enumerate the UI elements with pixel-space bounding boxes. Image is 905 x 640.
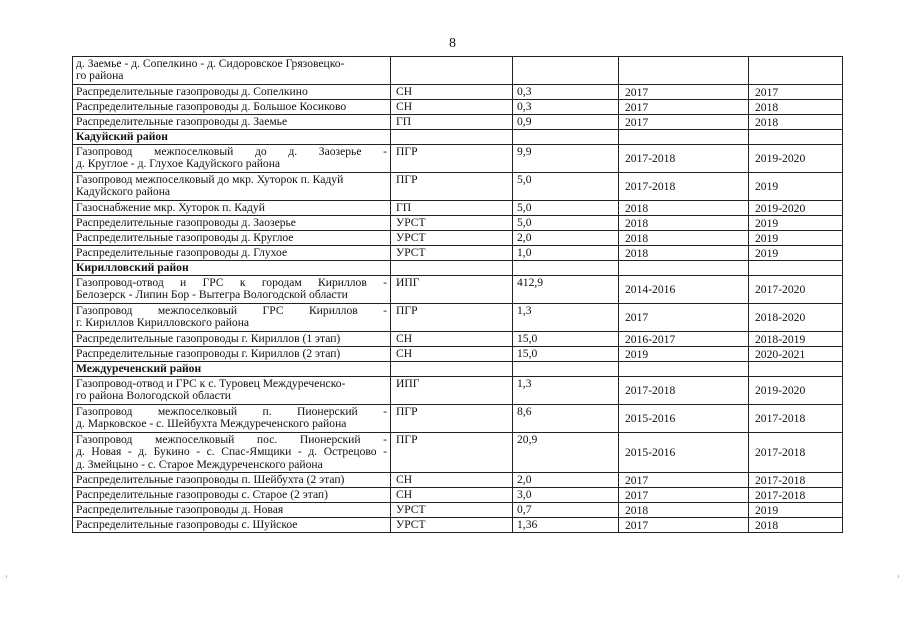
- end-years-cell: 2019: [749, 231, 843, 246]
- length-km-cell: 20,9: [513, 433, 619, 473]
- pipeline-type-cell: СН: [391, 332, 513, 347]
- table-row: [73, 115, 843, 130]
- object-name-line: Распределительные газопроводы с. Шуйское: [76, 518, 298, 531]
- end-years-cell: 2019: [749, 216, 843, 231]
- object-name-cell: [73, 145, 391, 173]
- object-name-line: Распределительные газопроводы д. Круглое: [76, 231, 294, 244]
- object-name-cell: [73, 201, 391, 216]
- start-years-cell: 2015-2016: [619, 405, 749, 433]
- object-name-cell: [73, 473, 391, 488]
- object-name-line: Распределительные газопроводы г. Кириллов (1 этап): [76, 332, 341, 345]
- start-years-cell: 2018: [619, 216, 749, 231]
- start-years-cell: 2017-2018: [619, 377, 749, 405]
- pipeline-type-cell: УРСТ: [391, 246, 513, 261]
- start-years-cell: 2018: [619, 231, 749, 246]
- length-km-cell: 0,7: [513, 503, 619, 518]
- table-row: [73, 276, 843, 304]
- length-km-cell: 0,3: [513, 100, 619, 115]
- district-name: Междуреченский район: [73, 362, 391, 377]
- end-years-cell: 2017-2018: [749, 473, 843, 488]
- object-name-line: Газопровод-отвод и ГРС к с. Туровец Междуреченско-: [76, 377, 346, 390]
- object-name-line: го района: [76, 69, 124, 83]
- object-name-line: Распределительные газопроводы г. Кириллов (2 этап): [76, 347, 341, 360]
- table-row: [73, 347, 843, 362]
- end-years-cell: 2019-2020: [749, 145, 843, 173]
- pipeline-type-cell: СН: [391, 100, 513, 115]
- object-name-cell: [73, 377, 391, 405]
- object-name-cell: [73, 347, 391, 362]
- object-name-cell: [73, 503, 391, 518]
- end-years-cell: 2019-2020: [749, 377, 843, 405]
- object-name-cell: [73, 246, 391, 261]
- end-years-cell: 2017-2020: [749, 276, 843, 304]
- pipeline-type-cell: ПГР: [391, 433, 513, 473]
- end-years-cell: 2018-2019: [749, 332, 843, 347]
- empty-cell: [513, 130, 619, 145]
- pipeline-type-cell: ГП: [391, 115, 513, 130]
- object-name-line: Распределительные газопроводы д. Глухое: [76, 246, 288, 259]
- start-years-cell: 2017: [619, 100, 749, 115]
- start-years-cell: 2017-2018: [619, 145, 749, 173]
- empty-cell: [619, 130, 749, 145]
- table-body: [73, 57, 843, 533]
- object-name-line: д. Новая - д. Букино - с. Спас-Ямщики - д. Острецово -: [76, 445, 387, 459]
- table-row: [73, 405, 843, 433]
- object-name-line: г. Кириллов Кирилловского района: [76, 316, 250, 330]
- empty-cell: [513, 362, 619, 377]
- table-row: [73, 332, 843, 347]
- object-name-cell: [73, 405, 391, 433]
- length-km-cell: 5,0: [513, 216, 619, 231]
- pipeline-type-cell: ПГР: [391, 405, 513, 433]
- table-row: [73, 377, 843, 405]
- end-years-cell: 2018: [749, 115, 843, 130]
- object-name-cell: [73, 332, 391, 347]
- pipeline-type-cell: ПГР: [391, 304, 513, 332]
- end-years-cell: 2020-2021: [749, 347, 843, 362]
- length-km-cell: 1,0: [513, 246, 619, 261]
- start-years-cell: 2017-2018: [619, 173, 749, 201]
- scan-edge-mark: [898, 575, 899, 578]
- table-row: [73, 100, 843, 115]
- length-km-cell: 1,3: [513, 304, 619, 332]
- empty-cell: [391, 261, 513, 276]
- empty-cell: [619, 261, 749, 276]
- empty-cell: [749, 130, 843, 145]
- object-name-cell: [73, 518, 391, 533]
- object-name-cell: [73, 488, 391, 503]
- length-km-cell: 1,3: [513, 377, 619, 405]
- pipeline-type-cell: ИПГ: [391, 377, 513, 405]
- table-row: [73, 433, 843, 473]
- length-km-cell: 2,0: [513, 473, 619, 488]
- start-years-cell: 2017: [619, 488, 749, 503]
- object-name-line: д. Марковское - с. Шейбухта Междуреченского района: [76, 417, 347, 431]
- empty-cell: [619, 362, 749, 377]
- length-km-cell: 15,0: [513, 332, 619, 347]
- object-name-line: Белозерск - Липин Бор - Вытегра Вологодской области: [76, 288, 348, 302]
- end-years-cell: 2018: [749, 518, 843, 533]
- length-km-cell: [513, 57, 619, 85]
- start-years-cell: 2017: [619, 518, 749, 533]
- object-name-line: Распределительные газопроводы д. Большое Косиково: [76, 100, 347, 113]
- gas-pipeline-table: [72, 56, 843, 533]
- object-name-line: Распределительные газопроводы с. Старое (2 этап): [76, 488, 328, 501]
- table-row: [73, 473, 843, 488]
- start-years-cell: 2018: [619, 503, 749, 518]
- start-years-cell: 2017: [619, 85, 749, 100]
- start-years-cell: 2015-2016: [619, 433, 749, 473]
- table-row: [73, 246, 843, 261]
- length-km-cell: 15,0: [513, 347, 619, 362]
- end-years-cell: 2019: [749, 503, 843, 518]
- object-name-cell: [73, 100, 391, 115]
- table-row: [73, 231, 843, 246]
- table-row: [73, 145, 843, 173]
- empty-cell: [513, 261, 619, 276]
- length-km-cell: 5,0: [513, 201, 619, 216]
- pipeline-type-cell: СН: [391, 473, 513, 488]
- pipeline-type-cell: УРСТ: [391, 216, 513, 231]
- district-header-row: [73, 362, 843, 377]
- length-km-cell: 0,9: [513, 115, 619, 130]
- end-years-cell: 2018-2020: [749, 304, 843, 332]
- object-name-cell: [73, 231, 391, 246]
- object-name-line: Кадуйского района: [76, 185, 171, 199]
- object-name-line: Газопровод межпоселковый пос. Пионерский -: [76, 433, 387, 446]
- object-name-line: Распределительные газопроводы д. Сопелкино: [76, 85, 308, 98]
- start-years-cell: 2018: [619, 201, 749, 216]
- start-years-cell: 2019: [619, 347, 749, 362]
- start-years-cell: 2017: [619, 115, 749, 130]
- table-row: [73, 518, 843, 533]
- object-name-cell: [73, 85, 391, 100]
- start-years-cell: 2018: [619, 246, 749, 261]
- start-years-cell: [619, 57, 749, 85]
- end-years-cell: 2019: [749, 246, 843, 261]
- table-row: [73, 201, 843, 216]
- district-name: Кадуйский район: [73, 130, 391, 145]
- district-header-row: [73, 261, 843, 276]
- start-years-cell: 2014-2016: [619, 276, 749, 304]
- object-name-line: Газоснабжение мкр. Хуторок п. Кадуй: [76, 201, 265, 214]
- start-years-cell: 2016-2017: [619, 332, 749, 347]
- object-name-cell: [73, 115, 391, 130]
- object-name-line: Распределительные газопроводы п. Шейбухта (2 этап): [76, 473, 345, 486]
- start-years-cell: 2017: [619, 304, 749, 332]
- length-km-cell: 5,0: [513, 173, 619, 201]
- object-name-cell: [73, 276, 391, 304]
- table-row: [73, 503, 843, 518]
- object-name-line: Газопровод-отвод и ГРС к городам Кириллов -: [76, 276, 387, 289]
- pipeline-type-cell: УРСТ: [391, 503, 513, 518]
- pipeline-type-cell: ПГР: [391, 145, 513, 173]
- district-header-row: [73, 130, 843, 145]
- pipeline-type-cell: СН: [391, 347, 513, 362]
- length-km-cell: 2,0: [513, 231, 619, 246]
- end-years-cell: 2019-2020: [749, 201, 843, 216]
- object-name-line: Газопровод межпоселковый до мкр. Хуторок п. Кадуй: [76, 173, 344, 186]
- pipeline-type-cell: УРСТ: [391, 231, 513, 246]
- pipeline-type-cell: СН: [391, 85, 513, 100]
- object-name-line: Газопровод межпоселковый ГРС Кириллов -: [76, 304, 387, 317]
- pipeline-type-cell: ГП: [391, 201, 513, 216]
- length-km-cell: 8,6: [513, 405, 619, 433]
- empty-cell: [749, 362, 843, 377]
- empty-cell: [391, 130, 513, 145]
- end-years-cell: 2017-2018: [749, 433, 843, 473]
- pipeline-type-cell: УРСТ: [391, 518, 513, 533]
- table-row: [73, 57, 843, 85]
- object-name-cell: [73, 304, 391, 332]
- table-row: [73, 173, 843, 201]
- end-years-cell: [749, 57, 843, 85]
- length-km-cell: 412,9: [513, 276, 619, 304]
- length-km-cell: 9,9: [513, 145, 619, 173]
- page-number: 8: [449, 36, 456, 51]
- end-years-cell: 2017-2018: [749, 405, 843, 433]
- end-years-cell: 2019: [749, 173, 843, 201]
- object-name-cell: [73, 57, 391, 85]
- table-row: [73, 216, 843, 231]
- end-years-cell: 2017-2018: [749, 488, 843, 503]
- length-km-cell: 0,3: [513, 85, 619, 100]
- object-name-line: Распределительные газопроводы д. Заемье: [76, 115, 288, 128]
- end-years-cell: 2018: [749, 100, 843, 115]
- length-km-cell: 1,36: [513, 518, 619, 533]
- object-name-line: Газопровод межпоселковый п. Пионерский -: [76, 405, 387, 418]
- empty-cell: [391, 362, 513, 377]
- start-years-cell: 2017: [619, 473, 749, 488]
- object-name-cell: [73, 173, 391, 201]
- scan-edge-mark: [6, 575, 7, 578]
- object-name-cell: [73, 433, 391, 473]
- object-name-line: д. Змейцыно - с. Старое Междуреченского района: [76, 457, 323, 471]
- object-name-line: Газопровод межпоселковый до д. Заозерье -: [76, 145, 387, 158]
- end-years-cell: 2017: [749, 85, 843, 100]
- pipeline-type-cell: СН: [391, 488, 513, 503]
- table-row: [73, 85, 843, 100]
- pipeline-type-cell: ПГР: [391, 173, 513, 201]
- pipeline-type-cell: ИПГ: [391, 276, 513, 304]
- table-row: [73, 304, 843, 332]
- length-km-cell: 3,0: [513, 488, 619, 503]
- table-row: [73, 488, 843, 503]
- pipeline-type-cell: [391, 57, 513, 85]
- object-name-cell: [73, 216, 391, 231]
- object-name-line: го района Вологодской области: [76, 389, 231, 403]
- object-name-line: Распределительные газопроводы д. Новая: [76, 503, 284, 516]
- empty-cell: [749, 261, 843, 276]
- object-name-line: д. Заемье - д. Сопелкино - д. Сидоровское Грязовецко-: [76, 57, 345, 70]
- object-name-line: Распределительные газопроводы д. Заозерье: [76, 216, 296, 229]
- object-name-line: д. Круглое - д. Глухое Кадуйского района: [76, 157, 281, 171]
- district-name: Кирилловский район: [73, 261, 391, 276]
